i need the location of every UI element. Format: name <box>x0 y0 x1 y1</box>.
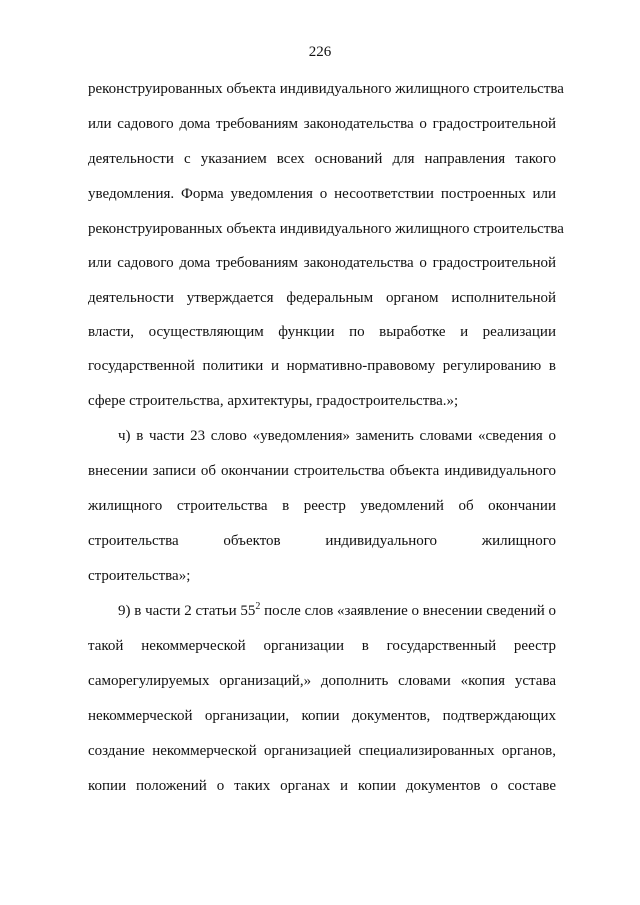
text-line: такой некоммерческой организации в государственный реестр <box>88 638 556 654</box>
text-line: государственной политики и нормативно-правовому регулированию в <box>88 358 556 374</box>
text-line: копии положений о таких органах и копии документов о составе <box>88 778 556 794</box>
text-line: жилищного строительства в реестр уведомлений об окончании <box>88 498 556 514</box>
article-reference-text: 9) в части 2 статьи 55 <box>118 603 256 619</box>
article-continuation-text: после слов «заявление о внесении сведений о <box>260 603 556 619</box>
text-line: реконструированных объекта индивидуального жилищного строительства <box>88 221 564 237</box>
text-line: реконструированных объекта индивидуального жилищного строительства <box>88 81 564 97</box>
text-line: создание некоммерческой организацией специализированных органов, <box>88 743 556 759</box>
page-number: 226 <box>308 44 332 60</box>
paragraph-9-first-line <box>118 602 556 620</box>
article-superscript: 2 <box>255 601 261 612</box>
text-line: строительства объектов индивидуального жилищного <box>88 533 556 549</box>
text-line: сфере строительства, архитектуры, градостроительства.»; <box>88 393 459 409</box>
text-line: саморегулируемых организаций,» дополнить словами «копия устава <box>88 673 556 689</box>
text-line: внесении записи об окончании строительства объекта индивидуального <box>88 463 556 479</box>
text-line: власти, осуществляющим функции по выработке и реализации <box>88 324 556 340</box>
text-line: строительства»; <box>88 568 191 584</box>
paragraph-ch-first-line: ч) в части 23 слово «уведомления» заменить словами «сведения о <box>118 428 556 444</box>
text-line: деятельности утверждается федеральным органом исполнительной <box>88 290 556 306</box>
text-line: некоммерческой организации, копии документов, подтверждающих <box>88 708 556 724</box>
text-line: уведомления. Форма уведомления о несоответствии построенных или <box>88 186 556 202</box>
text-line: деятельности с указанием всех оснований для направления такого <box>88 151 556 167</box>
text-line: или садового дома требованиям законодательства о градостроительной <box>88 255 556 271</box>
text-line: или садового дома требованиям законодательства о градостроительной <box>88 116 556 132</box>
